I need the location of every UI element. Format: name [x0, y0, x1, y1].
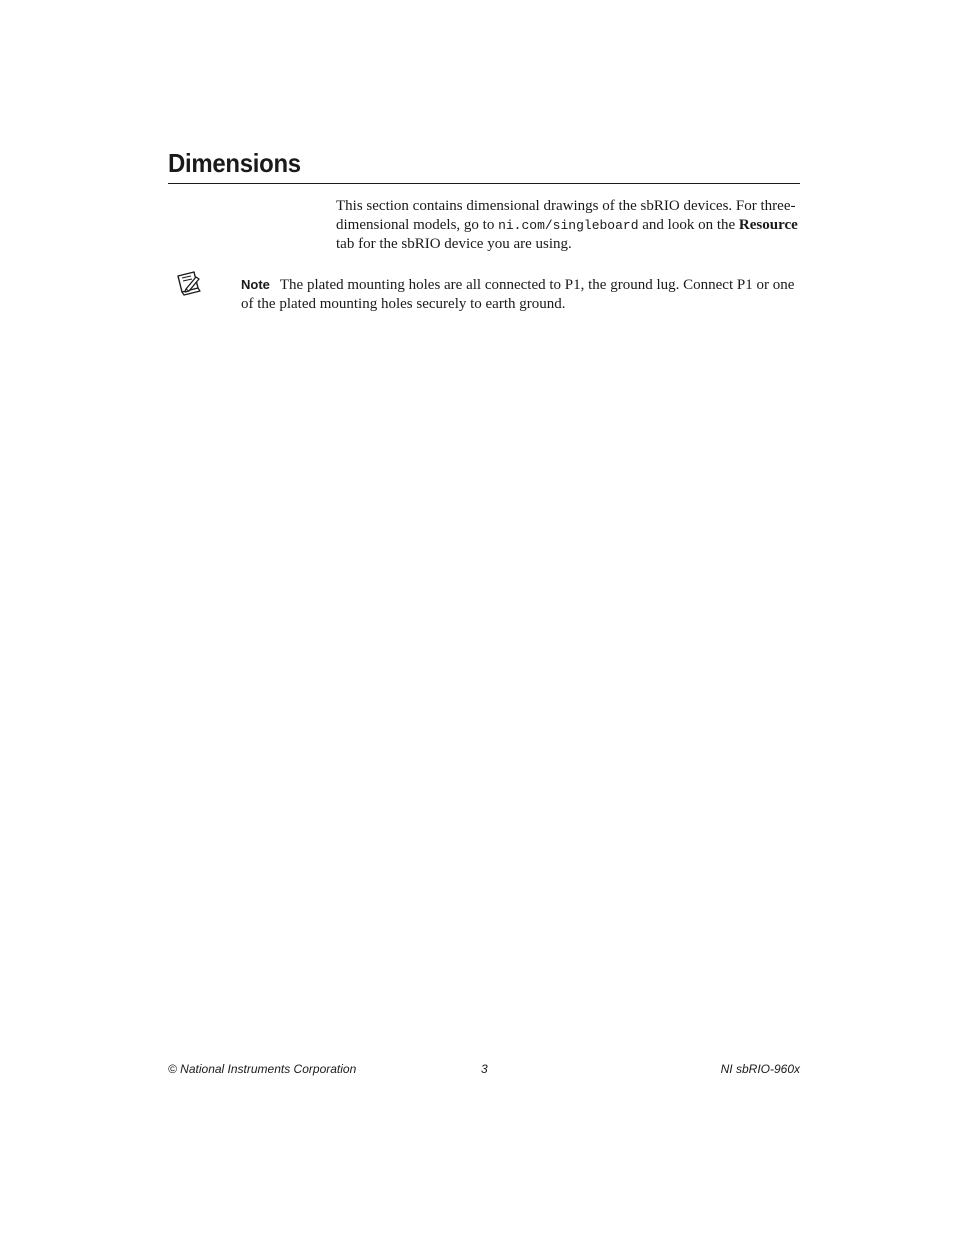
title-divider [168, 183, 800, 184]
footer-page-number: 3 [481, 1062, 488, 1076]
singleboard-link[interactable]: ni.com/singleboard [498, 217, 639, 233]
footer-product-name: NI sbRIO-960x [720, 1062, 800, 1076]
note-label: Note [241, 277, 270, 292]
intro-text: This section contains dimensional drawings of the sbRIO devices. For three-dimensional models, go to [336, 198, 796, 233]
intro-paragraph [336, 197, 806, 254]
intro-text-end: tab for the sbRIO device you are using. [336, 236, 572, 252]
page-title: Dimensions [168, 148, 301, 178]
resource-term: Resource [738, 216, 798, 233]
intro-text-continued: and look on the [638, 216, 739, 233]
note-pencil-icon [174, 268, 206, 298]
note-text: The plated mounting holes are all connected to P1, the ground lug. Connect P1 or one of the plated mounting holes securely to earth ground. [241, 277, 795, 312]
note-paragraph [241, 275, 801, 314]
footer-copyright: © National Instruments Corporation [168, 1062, 357, 1076]
